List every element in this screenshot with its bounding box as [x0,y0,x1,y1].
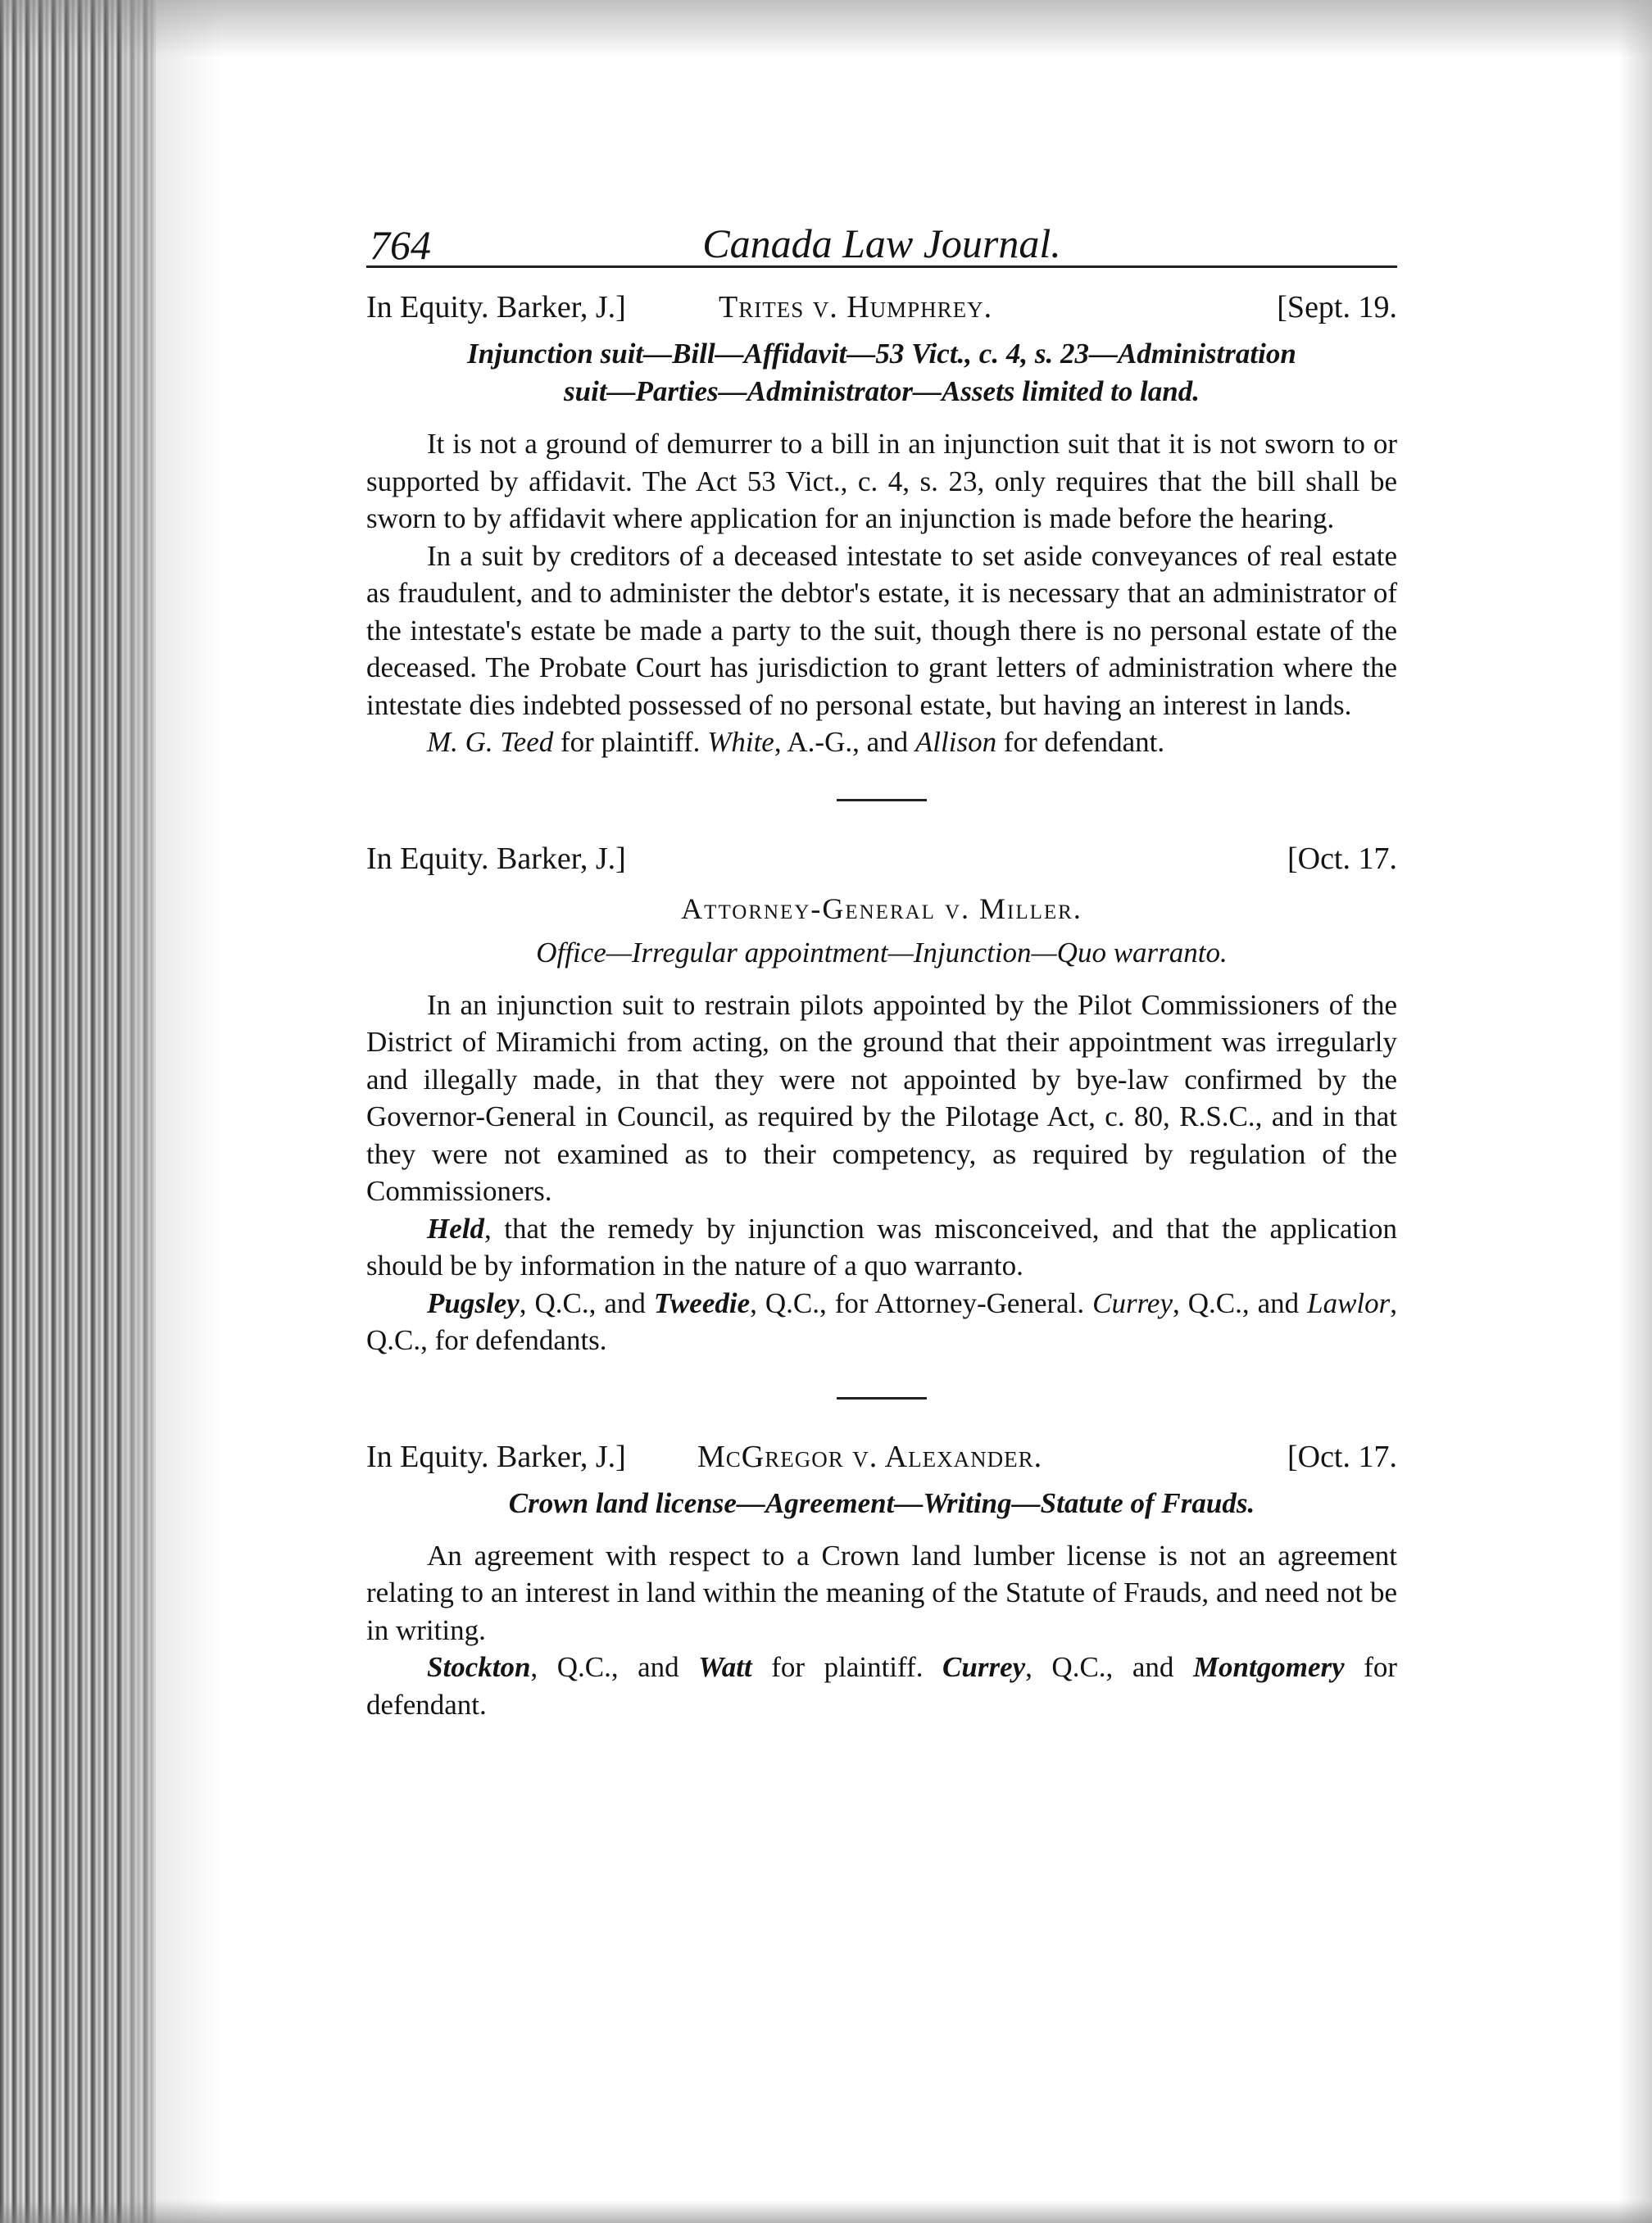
body-paragraph: In an injunction suit to restrain pilots appointed by the Pilot Commissioners of the District of Miramichi from acting, on the ground that their appointment was irregularly and illegally made, in that they were not appointed by bye-law confirmed by the Governor-General in Council, as required by the Pilotage Act, c. 80, R.S.C., and in that they were not examined as to their competency, as required by regulation of the Commissioners. [366,988,1397,1207]
counsel-line [366,1649,1397,1723]
counsel-name: M. G. Teed [427,726,554,758]
counsel-text: , Q.C., for Attorney-General. [750,1286,1093,1319]
counsel-text: , Q.C., and [1173,1286,1308,1319]
case-header [366,289,1397,335]
case-parties: McGregor v. Alexander. [697,1439,1043,1474]
case-header [366,1439,1397,1485]
counsel-text: for plaintiff. [553,726,708,758]
case-trites-humphrey [366,289,1397,761]
court-line: In Equity. Barker, J.] [366,1439,626,1474]
case-mcgregor-alexander [366,1439,1397,1724]
counsel-text: , Q.C., for defendants. [366,1286,1398,1356]
counsel-line [366,1285,1397,1359]
scan-edge-shadow [123,0,221,2223]
case-parties: Attorney-General v. Miller. [681,891,1082,925]
counsel-line [366,724,1397,761]
held-word: Held [427,1212,484,1245]
case-parties: Trites v. Humphrey. [719,290,993,324]
counsel-text: for plaintiff. [751,1651,943,1683]
headnote-line: suit—Parties—Administrator—Assets limited to land. [564,375,1200,407]
held-paragraph [366,1210,1397,1285]
court-line: In Equity. Barker, J.] [366,290,626,324]
held-text: , that the remedy by injunction was misconceived, and that the application should be by information in the nature of a quo warranto. [366,1212,1397,1282]
case-date: [Oct. 17. [1287,841,1397,876]
scan-right-shadow [1619,0,1652,2223]
scan-top-shadow [0,0,1652,57]
counsel-name: Stockton [427,1651,531,1683]
case-attorney-general-miller [366,841,1397,1359]
case-divider [837,1397,927,1400]
journal-page [366,215,1397,1723]
headnote-line: Crown land license—Agreement—Writing—Statute of Frauds. [508,1486,1255,1519]
body-paragraph: In a suit by creditors of a deceased intestate to set aside conveyances of real estate as fraudulent, and to administer the debtor's estate, it is necessary that an administrator of the intestate's estate be made a party to the suit, though there is no personal estate of the deceased. The Probate Court has jurisdiction to grant letters of administration where the intestate dies indebted possessed of no personal estate, but having an interest in lands. [366,539,1397,721]
case-date: [Sept. 19. [1277,290,1397,324]
counsel-name: Lawlor [1307,1286,1391,1319]
counsel-text: , Q.C., and [519,1286,654,1319]
headnote [366,1485,1397,1522]
page-number: 764 [370,222,431,268]
counsel-text: , A.-G., and [774,726,915,758]
counsel-name: Watt [698,1651,752,1683]
case-date: [Oct. 17. [1287,1439,1397,1474]
counsel-text: , Q.C., and [1025,1651,1193,1683]
case-header [366,841,1397,887]
running-head [366,215,1397,268]
counsel-name: Allison [914,726,997,758]
headnote-line: Injunction suit—Bill—Affidavit—53 Vict., c. 4, s. 23—Administration [467,338,1296,370]
case-divider [837,799,927,801]
journal-title: Canada Law Journal. [702,220,1061,266]
counsel-name: Currey [942,1651,1026,1683]
counsel-name: Montgomery [1192,1651,1345,1683]
court-line: In Equity. Barker, J.] [366,841,626,876]
body-paragraph: An agreement with respect to a Crown land lumber license is not an agreement relating to an interest in land within the meaning of the Statute of Frauds, and need not be in writing. [366,1539,1397,1646]
counsel-name: Currey [1092,1286,1173,1319]
counsel-text: for defendant. [366,1651,1398,1721]
scan-bottom-shadow [0,2200,1652,2223]
counsel-text: , Q.C., and [530,1651,699,1683]
counsel-name: Pugsley [427,1286,520,1319]
counsel-text: for defendant. [996,726,1165,758]
counsel-name: White [707,726,774,758]
counsel-name: Tweedie [653,1286,751,1319]
headnote [366,335,1397,411]
headnote-line: Office—Irregular appointment—Injunction—Quo warranto. [536,936,1228,969]
headnote [366,934,1397,972]
body-paragraph: It is not a ground of demurrer to a bill in an injunction suit that it is not sworn to or supported by affidavit. The Act 53 Vict., c. 4, s. 23, only requires that the bill shall be sworn to by affidavit where application for an injunction is made before the hearing. [366,428,1397,534]
